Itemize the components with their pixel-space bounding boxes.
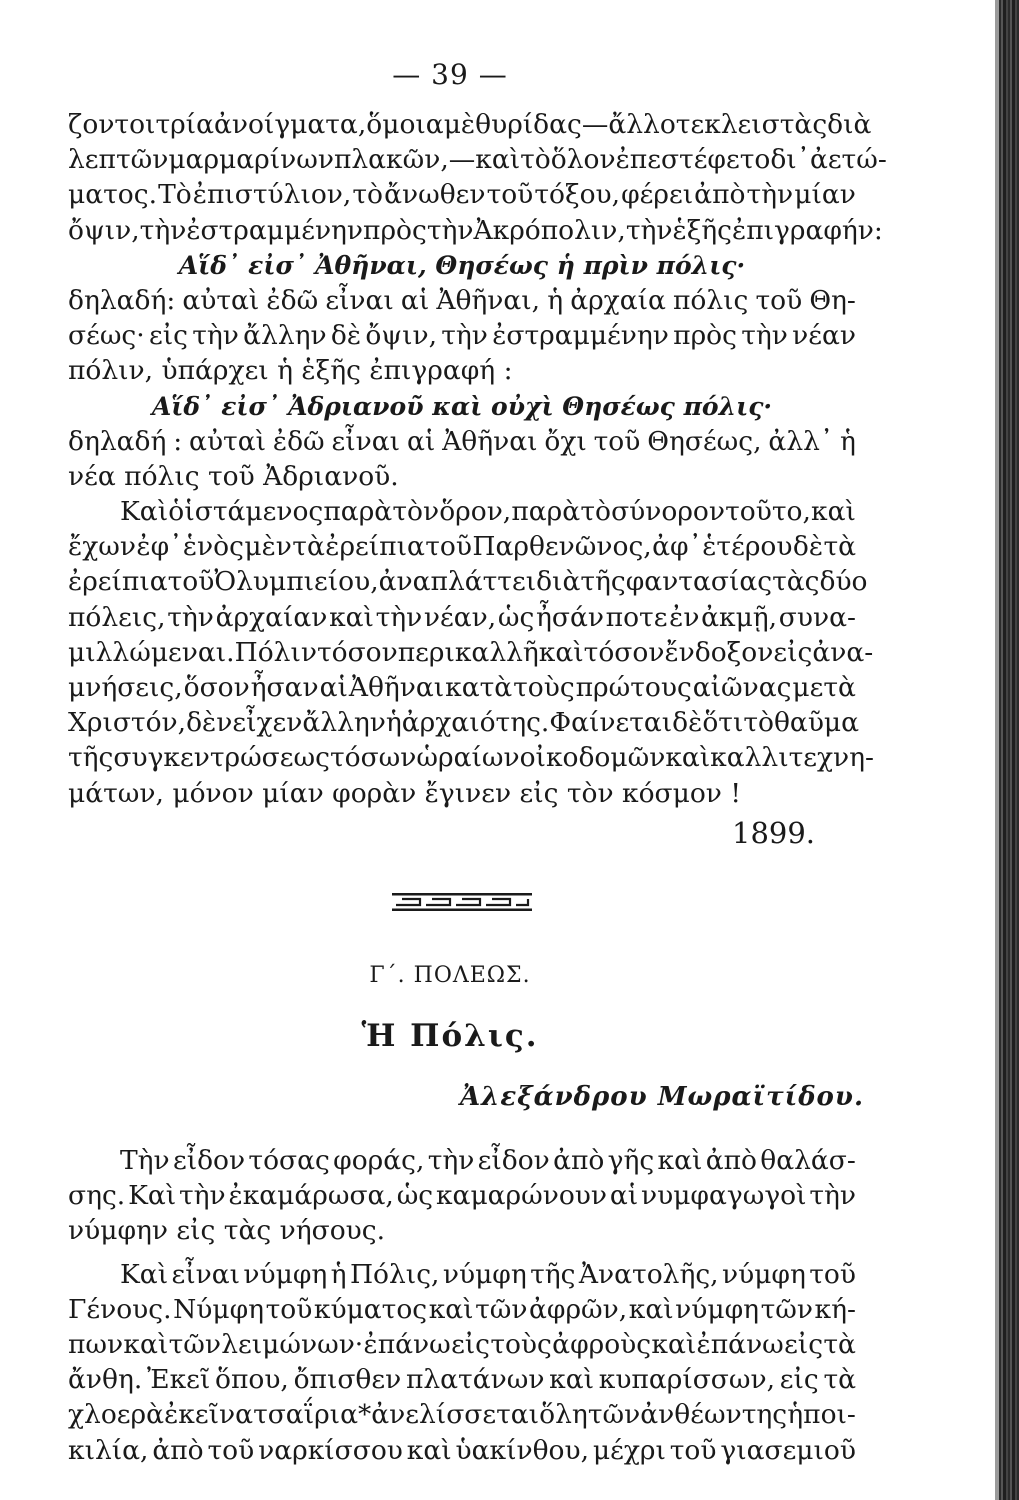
page-number: — 39 — (392, 58, 508, 91)
text-line: κιλία, ἀπὸ τοῦ ναρκίσσου καὶ ὑακίνθου, μέχρι τοῦ γιασεμιοῦ (68, 1434, 856, 1466)
text-line: ἄνθη. Ἐκεῖ ὅπου, ὄπισθεν πλατάνων καὶ κυπαρίσσων, εἰς τὰ (68, 1364, 856, 1396)
text-line: Χριστόν, δὲν εἶχεν ἄλλην ἡ ἀρχαιότης. Φαίνεται δὲ ὅτι τὸ θαῦμα (68, 707, 860, 739)
text-line: Γένους. Νύμφη τοῦ κύματος καὶ τῶν ἀφρῶν, καὶ νύμφη τῶν κή- (68, 1293, 856, 1325)
text-line: ζοντοι τρία ἀνοίγματα, ὅμοια μὲ θυρίδας—ἄλλοτε κλειστὰς διὰ (68, 109, 872, 140)
ornament-divider (392, 893, 532, 911)
text-line: μιλλώμεναι. Πόλιν τόσον περικαλλῆ καὶ τόσον ἔνδοξον εἰς ἀνα- (68, 636, 874, 668)
text-line: νύμφην εἰς τὰς νήσους. (68, 1215, 386, 1247)
text-line: τῆς συγκεντρώσεως τόσων ὡραίων οἰκοδομῶν καὶ καλλιτεχνη- (68, 742, 874, 774)
text-line: Καὶ εἶναι νύμφη ἡ Πόλις, νύμφη τῆς Ἀνατολῆς, νύμφη τοῦ (120, 1258, 856, 1290)
text-line: λεπτῶν μαρμαρίνων πλακῶν,—καὶ τὸ ὅλον ἐπεστέφετο δι᾽ ἀετώ- (68, 144, 887, 176)
text-line: ἔχων ἐφ᾽ ἑνὸς μὲν τὰ ἐρείπια τοῦ Παρθενῶνος, ἀφ᾽ ἑτέρου δὲ τὰ (68, 531, 856, 563)
section-heading: Γ΄. ΠΟΛΕΩΣ. (369, 963, 531, 988)
text-block-upper (68, 107, 887, 811)
text-line: σέως· εἰς τὴν ἄλλην δὲ ὄψιν, τὴν ἐστραμμένην πρὸς τὴν νέαν (68, 320, 856, 352)
text-line: χλοερὰ ἐκεῖνα τσαΐρια* ἀνελίσσεται ὅλη τῶν ἀνθέων της ἡ ποι- (68, 1399, 856, 1431)
text-line: σης. Καὶ τὴν ἐκαμάρωσα, ὡς καμαρώνουν αἱ νυμφαγωγοὶ τὴν (68, 1180, 856, 1212)
text-line: νέα πόλις τοῦ Ἀδριανοῦ. (68, 460, 399, 492)
author-byline: Ἀλεξάνδρου Μωραϊτίδου. (460, 1082, 864, 1112)
text-line: μνήσεις, ὅσον ἦσαν αἱ Ἀθῆναι κατὰ τοὺς πρώτους αἰῶνας μετὰ (68, 672, 856, 703)
text-line: μάτων, μόνον μίαν φορὰν ἔγινεν εἰς τὸν κόσμον ! (68, 777, 741, 809)
text-line: δηλαδή: αὐταὶ ἐδῶ εἶναι αἱ Ἀθῆναι, ἡ ἀρχαία πόλις τοῦ Θη- (68, 284, 856, 316)
text-block-lower (68, 1143, 856, 1468)
text-line: πόλιν, ὑπάρχει ἡ ἑξῆς ἐπιγραφή : (68, 355, 513, 387)
text-line: ὄψιν, τὴν ἐστραμμένην πρὸς τὴν Ἀκρόπολιν, τὴν ἑξῆς ἐπιγραφήν : (68, 214, 883, 246)
text-line: πων καὶ τῶν λειμώνων· ἐπάνω εἰς τοὺς ἀφροὺς καὶ ἐπάνω εἰς τὰ (68, 1328, 856, 1360)
text-line: Καὶ ὁ ἱστάμενος παρὰ τὸν ὅρον, παρὰ τὸ σύνορον τοῦτο, καὶ (120, 496, 856, 528)
date-signature: 1899. (732, 816, 816, 850)
book-binding-edge (999, 0, 1019, 1500)
article-title: Ἡ Πόλις. (361, 1018, 539, 1054)
inscription-verse: Αἵδ᾽ εἰσ᾽ Ἀδριανοῦ καὶ οὐχὶ Θησέως πόλις· (151, 391, 773, 421)
inscription-verse: Αἵδ᾽ εἰσ᾽ Ἀθῆναι, Θησέως ἡ πρὶν πόλις· (178, 250, 746, 280)
text-line: δηλαδή : αὐταὶ ἐδῶ εἶναι αἱ Ἀθῆναι ὄχι τοῦ Θησέως, ἀλλ᾽ ἡ (68, 425, 856, 457)
text-line: Τὴν εἶδον τόσας φοράς, τὴν εἶδον ἀπὸ γῆς καὶ ἀπὸ θαλάσ- (120, 1145, 856, 1176)
text-line: ματος. Τὸ ἐπιστύλιον, τὸ ἄνωθεν τοῦ τόξου, φέρει ἀπὸ τὴν μίαν (68, 179, 856, 211)
text-line: πόλεις, τὴν ἀρχαίαν καὶ τὴν νέαν, ὡς ἦσάν ποτε ἐν ἀκμῇ, συνα- (68, 601, 856, 633)
text-line: ἐρείπια τοῦ Ὀλυμπιείου, ἀναπλάττει διὰ τῆς φαντασίας τὰς δύο (68, 566, 868, 598)
